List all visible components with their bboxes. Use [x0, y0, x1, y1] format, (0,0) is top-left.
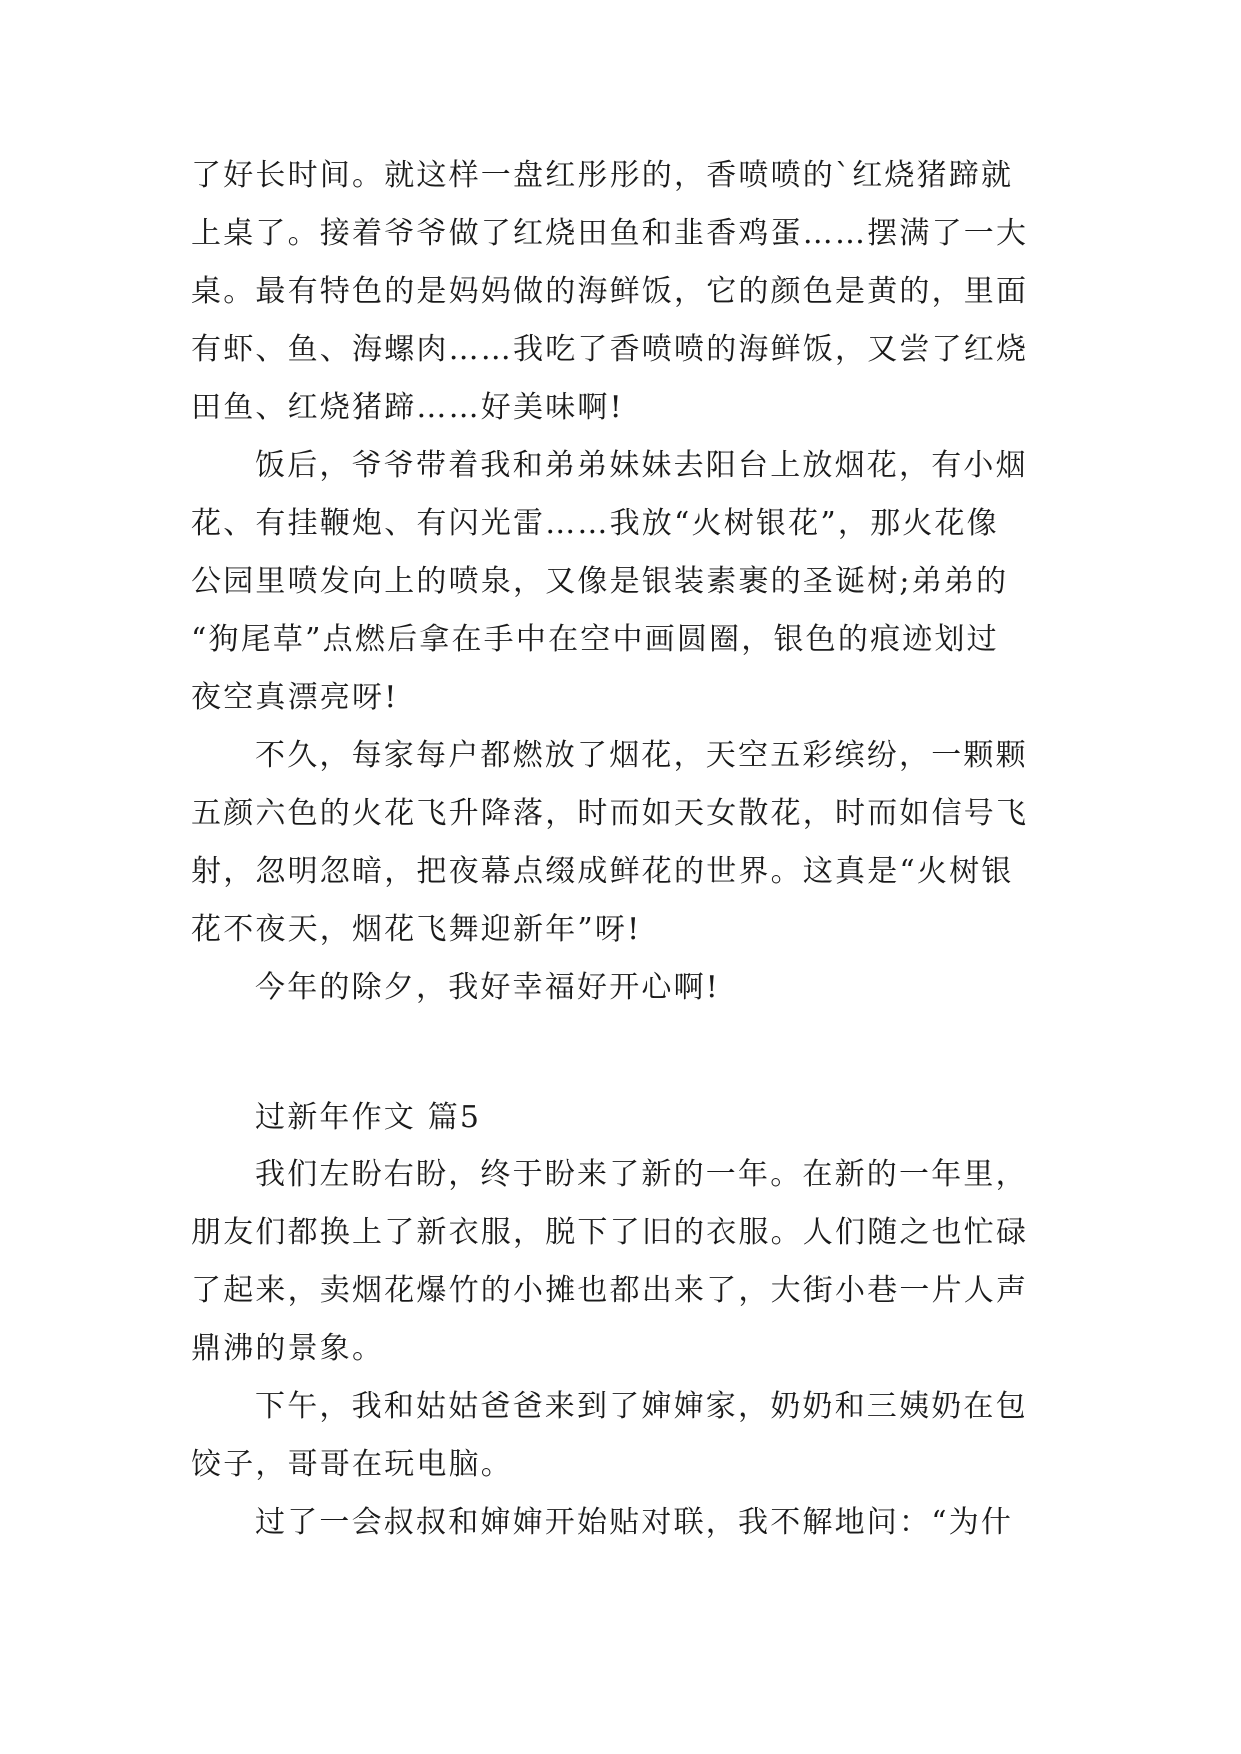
text-line: 田鱼、红烧猪蹄……好美味啊! [191, 390, 624, 425]
text-line: “狗尾草”点燃后拿在手中在空中画圆圈，银色的痕迹划过 [191, 622, 999, 657]
text-line: 射，忽明忽暗，把夜幕点缀成鲜花的世界。这真是“火树银 [191, 854, 1014, 889]
text-line: 不久，每家每户都燃放了烟花，天空五彩缤纷，一颗颗 [255, 738, 1028, 773]
text-line: 花、有挂鞭炮、有闪光雷……我放“火树银花”，那火花像 [191, 506, 999, 541]
text-line: 过了一会叔叔和婶婶开始贴对联，我不解地问：“为什 [255, 1505, 1014, 1540]
paragraph-1 [191, 147, 1051, 437]
paragraph-3 [191, 727, 1051, 959]
text-line: 夜空真漂亮呀! [191, 680, 399, 715]
text-line: 五颜六色的火花飞升降落，时而如天女散花，时而如信号飞 [191, 796, 1029, 831]
paragraph-6 [191, 1378, 1051, 1494]
text-line: 朋友们都换上了新衣服，脱下了旧的衣服。人们随之也忙碌 [191, 1215, 1029, 1250]
paragraph-4 [191, 959, 1051, 1017]
section-heading [191, 1089, 1051, 1147]
text-line: 有虾、鱼、海螺肉……我吃了香喷喷的海鲜饭，又尝了红烧 [191, 332, 1029, 367]
paragraph-7 [191, 1494, 1051, 1552]
text-line: 今年的除夕，我好幸福好开心啊! [255, 970, 721, 1005]
text-line: 了好长时间。就这样一盘红彤彤的，香喷喷的`红烧猪蹄就 [191, 158, 1014, 193]
paragraph-2 [191, 437, 1051, 727]
heading-text: 过新年作文 篇5 [255, 1100, 482, 1135]
text-line: 了起来，卖烟花爆竹的小摊也都出来了，大街小巷一片人声 [191, 1273, 1029, 1308]
text-line: 饭后，爷爷带着我和弟弟妹妹去阳台上放烟花，有小烟 [255, 448, 1028, 483]
text-line: 桌。最有特色的是妈妈做的海鲜饭，它的颜色是黄的，里面 [191, 274, 1029, 309]
text-line: 鼎沸的景象。 [191, 1331, 385, 1366]
paragraph-5 [191, 1146, 1051, 1378]
text-line: 下午，我和姑姑爸爸来到了婶婶家，奶奶和三姨奶在包 [255, 1389, 1028, 1424]
text-line: 公园里喷发向上的喷泉，又像是银装素裹的圣诞树;弟弟的 [191, 564, 1009, 599]
text-line: 上桌了。接着爷爷做了红烧田鱼和韭香鸡蛋……摆满了一大 [191, 216, 1029, 251]
text-line: 我们左盼右盼，终于盼来了新的一年。在新的一年里， [255, 1157, 1028, 1192]
text-line: 花不夜天，烟花飞舞迎新年”呀! [191, 912, 642, 947]
text-line: 饺子，哥哥在玩电脑。 [191, 1447, 513, 1482]
